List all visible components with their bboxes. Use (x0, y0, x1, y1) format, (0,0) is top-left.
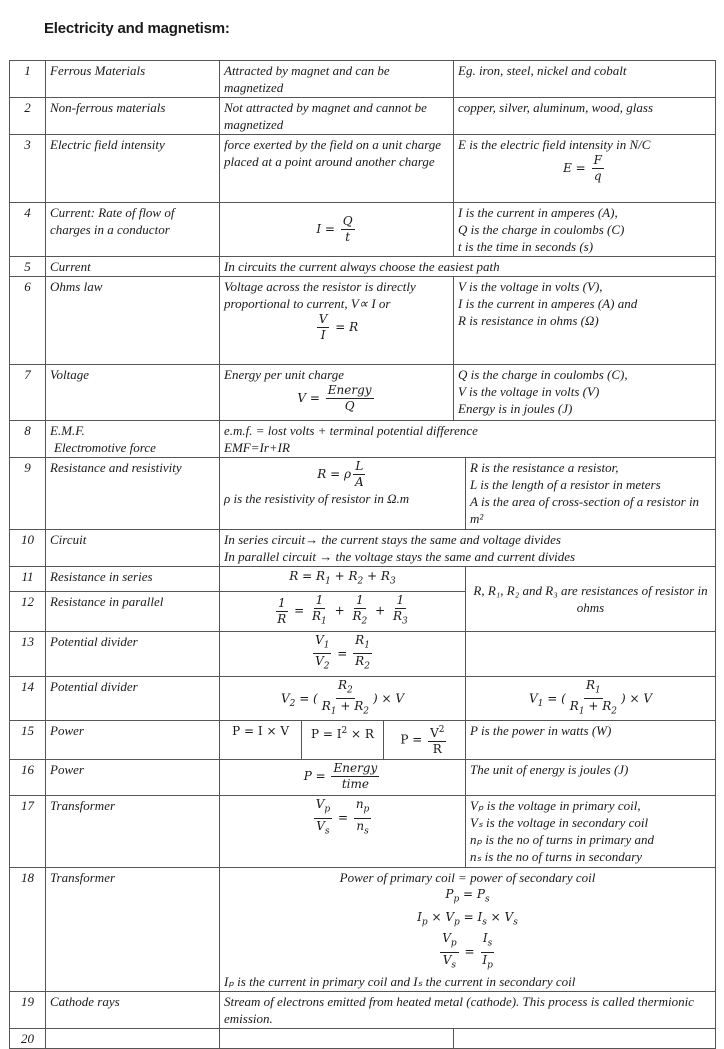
note-text: E is the electric field intensity in N/C (458, 137, 651, 152)
footnote-text: Iₚ is the current in primary coil and Iₛ the current in secondary coil (224, 973, 576, 989)
transformer-turns-formula: $\frac{V_p}{V_s}$ = $\frac{n_p}{n_s}$ (220, 796, 466, 868)
description-text: Voltage across the resistor is directly proportional to current, V∝ I or (224, 279, 416, 311)
table-row (10, 61, 716, 98)
voltage-current-ratio-formula: $\frac{V_p}{V_s}$ = $\frac{I_s}{I_p}$ (442, 931, 493, 970)
topic-cell: Transformer (46, 868, 220, 992)
description-cell (220, 458, 466, 530)
table-row (10, 530, 716, 567)
note-cell (466, 796, 716, 868)
topic-cell: Power (46, 760, 220, 796)
parallel-resistance-formula: $\frac{1}{R}$ = $\frac{1}{R_1}$ + $\frac{1}{R_2}$ + $\frac{1}{R_3}$ (220, 592, 466, 631)
row-number: 1 (10, 61, 46, 98)
row-number: 15 (10, 721, 46, 760)
note-line: A is the area of cross-section of a resistor in m² (470, 494, 700, 526)
row-number: 12 (10, 592, 46, 631)
topic-cell: Circuit (46, 530, 220, 567)
row-number: 2 (10, 98, 46, 135)
table-row (10, 135, 716, 203)
formula-table (9, 60, 716, 1049)
row-number: 13 (10, 631, 46, 676)
note-line: V is the voltage in volts (V) (458, 384, 600, 399)
description-line: In parallel circuit → the voltage stays the same and current divides (224, 549, 576, 564)
topic-cell: Resistance and resistivity (46, 458, 220, 530)
empty-cell (454, 1028, 716, 1048)
row-number: 11 (10, 567, 46, 592)
row-number: 7 (10, 365, 46, 421)
table-row (10, 421, 716, 458)
table-row (10, 868, 716, 992)
topic-cell: Resistance in parallel (46, 592, 220, 631)
topic-cell: Resistance in series (46, 567, 220, 592)
row-number: 18 (10, 868, 46, 992)
note-line: nₛ is the no of turns in secondary (470, 849, 643, 865)
topic-cell: Electric field intensity (46, 135, 220, 203)
description-cell (220, 868, 716, 992)
description-cell (220, 277, 454, 365)
note-line: Energy is in joules (J) (458, 401, 573, 416)
row-number: 4 (10, 203, 46, 257)
table-row (10, 277, 716, 365)
topic-cell: Non-ferrous materials (46, 98, 220, 135)
description-cell: force exerted by the field on a unit charge placed at a point around another charge (220, 135, 454, 203)
row-number: 10 (10, 530, 46, 567)
table-row (10, 991, 716, 1028)
table-row (10, 567, 716, 592)
note-line: R is resistance in ohms (Ω) (458, 313, 599, 328)
note-cell: Eg. iron, steel, nickel and cobalt (454, 61, 716, 98)
page-title: Electricity and magnetism: (44, 20, 230, 37)
note-line: Q is the charge in coulombs (C), (458, 367, 628, 382)
empty-cell (220, 1028, 454, 1048)
topic-cell (46, 421, 220, 458)
power-energy-formula: P = Energy time (220, 760, 466, 796)
ohms-law-formula: $\frac{V}{I}$ = R (318, 312, 359, 342)
row-number: 20 (10, 1028, 46, 1048)
topic-cell: Potential divider (46, 631, 220, 676)
electric-field-formula: E = $\frac{F}{q}$ (563, 153, 602, 183)
topic-line: Electromotive force (54, 440, 156, 455)
note-line: nₚ is the no of turns in primary and (470, 832, 654, 848)
note-cell: R, R₁, R₂ and R₃ are resistances of resistor in ohms (466, 567, 716, 632)
table-row (10, 1028, 716, 1048)
note-line: L is the length of a resistor in meters (470, 477, 661, 492)
description-cell (220, 421, 716, 458)
resistivity-formula: R = ρ $\frac{L}{A}$ (317, 459, 364, 489)
current-formula: I = $\frac{Q}{t}$ (220, 203, 454, 257)
note-line: I is the current in amperes (A) and (458, 296, 638, 311)
table-row (10, 257, 716, 277)
table-row (10, 721, 716, 760)
table-row (10, 796, 716, 868)
description-cell: Not attracted by magnet and cannot be magnetized (220, 98, 454, 135)
power-formulas-cell (220, 721, 466, 760)
description-cell: Stream of electrons emitted from heated metal (cathode). This process is called thermionic emission. (220, 991, 716, 1028)
description-line: EMF=Ir+IR (224, 440, 290, 455)
note-cell (454, 135, 716, 203)
empty-cell (466, 631, 716, 676)
topic-cell: Ohms law (46, 277, 220, 365)
description-line: e.m.f. = lost volts + terminal potential difference (224, 423, 478, 438)
potential-divider-ratio-formula: $\frac{V_1}{V_2}$ = $\frac{R_1}{R_2}$ (220, 631, 466, 676)
note-line: t is the time in seconds (s) (458, 239, 594, 254)
current-voltage-formula: $I_p \times V_p = I_s \times V_s$ (417, 909, 518, 928)
note-cell: copper, silver, aluminum, wood, glass (454, 98, 716, 135)
note-cell: The unit of energy is joules (J) (466, 760, 716, 796)
row-number: 17 (10, 796, 46, 868)
table-row (10, 365, 716, 421)
description-cell: Attracted by magnet and can be magnetized (220, 61, 454, 98)
voltage-formula: V = Energy Q (297, 383, 372, 413)
row-number: 16 (10, 760, 46, 796)
note-line: Q is the charge in coulombs (C) (458, 222, 625, 237)
table-row (10, 98, 716, 135)
description-text: ρ is the resistivity of resistor in Ω.m (224, 491, 410, 506)
note-line: I is the current in amperes (A), (458, 205, 618, 220)
note-line: R is the resistance a resistor, (470, 460, 619, 475)
note-cell (454, 277, 716, 365)
row-number: 6 (10, 277, 46, 365)
row-number: 5 (10, 257, 46, 277)
power-formulas (220, 721, 465, 759)
topic-cell: Transformer (46, 796, 220, 868)
v2-divider-formula: $V_2$ = ( $\frac{R_2}{R_1 + R_2}$ ) × V (220, 676, 466, 721)
table-row (10, 458, 716, 530)
description-cell (220, 365, 454, 421)
table-row (10, 760, 716, 796)
description-line: In series circuit→ the current stays the same and voltage divides (224, 532, 561, 547)
note-line: V is the voltage in volts (V), (458, 279, 603, 294)
topic-cell: Current: Rate of flow of charges in a conductor (46, 203, 220, 257)
table-row (10, 631, 716, 676)
description-cell: In circuits the current always choose the easiest path (220, 257, 716, 277)
power-equality-formula: $P_p = P_s$ (445, 887, 490, 905)
row-number: 9 (10, 458, 46, 530)
topic-line: E.M.F. (50, 423, 85, 438)
topic-cell: Potential divider (46, 676, 220, 721)
table-row (10, 676, 716, 721)
topic-cell: Voltage (46, 365, 220, 421)
v1-divider-formula: $V_1$ = ( $\frac{R_1}{R_1 + R_2}$ ) × V (466, 676, 716, 721)
description-text: Power of primary coil = power of secondary coil (339, 870, 596, 886)
row-number: 8 (10, 421, 46, 458)
note-cell: P is the power in watts (W) (466, 721, 716, 760)
note-cell (466, 458, 716, 530)
note-line: Vₛ is the voltage in secondary coil (470, 815, 649, 831)
row-number: 19 (10, 991, 46, 1028)
topic-cell: Power (46, 721, 220, 760)
power-formula-v2r: P = $\frac{V^2}{R}$ (383, 721, 465, 759)
empty-cell (46, 1028, 220, 1048)
note-cell (454, 365, 716, 421)
row-number: 3 (10, 135, 46, 203)
description-cell (220, 530, 716, 567)
note-cell (454, 203, 716, 257)
description-text: Energy per unit charge (224, 367, 344, 382)
note-line: Vₚ is the voltage in primary coil, (470, 798, 641, 814)
topic-cell: Ferrous Materials (46, 61, 220, 98)
topic-cell: Cathode rays (46, 991, 220, 1028)
power-formula-iv: P = I × V (220, 721, 302, 759)
table-row (10, 203, 716, 257)
row-number: 14 (10, 676, 46, 721)
power-formula-i2r: $P = I^2 \times R$ (302, 721, 384, 759)
topic-cell: Current (46, 257, 220, 277)
series-resistance-formula: $R = R_1 + R_2 + R_3$ (220, 567, 466, 592)
